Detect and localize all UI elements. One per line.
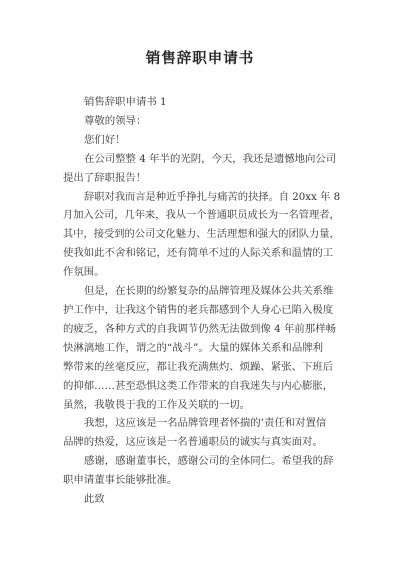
body-line: 辞职对我而言是种近乎挣扎与痛苦的抉择。自 20xx 年 8	[84, 190, 341, 203]
body-line: 月加入公司，几年来，我从一个普通职员成长为一名管理者，	[63, 209, 340, 222]
body-line: 我想，这应该是一名品牌管理者怀揣的’责任和对置信	[84, 417, 327, 430]
body-line: 的抑郁……甚至恐惧这类工作带来的自我迷失与内心膨胀，	[63, 379, 334, 392]
body-line: 尊敬的领导：	[84, 114, 147, 127]
body-line: 您们好！	[84, 133, 126, 146]
body-line: 品牌的热爱，这应该是一名普通职员的诚实与真实面对。	[63, 436, 323, 449]
body-line: 弊带来的丝毫反应，都让我充满焦灼、烦躁、紧张、下班后	[63, 360, 334, 373]
body-line: 作氛围。	[63, 266, 105, 279]
body-line: 感谢，感谢董事长，感谢公司的全体同仁。希望我的辞	[84, 455, 334, 468]
body-line: 使我如此不舍和铭记，还有简单不过的人际关系和温情的工	[63, 247, 334, 260]
body-line: 销售辞职申请书 1	[84, 96, 167, 108]
body-line: 但是，在长期的纷繁复杂的品牌管理及媒体公共关系维	[84, 285, 334, 298]
body-line: 此致	[84, 493, 105, 506]
body-line: 职申请董事长能够批准。	[63, 474, 178, 487]
body-line: 护工作中，让我这个销售的老兵都感到个人身心已陷入极度	[63, 303, 334, 316]
body-line: 在公司整整 4 年半的光阴，今天，我还是遗憾地向公司	[84, 152, 337, 165]
body-line: 其中，接受到的公司文化魅力、生活理想和强大的团队力量，	[63, 228, 340, 241]
body-line: 提出了辞职报告！	[63, 171, 147, 184]
document-title: 销售辞职申请书	[145, 51, 255, 67]
body-line: 快淋漓地工作，谓之的“战斗”。大量的媒体关系和品牌利	[63, 341, 323, 354]
body-line: 的疲乏，各种方式的自我调节仍然无法做到像 4 年前那样畅	[63, 322, 336, 335]
document-body	[63, 93, 343, 509]
body-line: 虽然，我敬畏于我的工作及关联的一切。	[63, 398, 251, 411]
